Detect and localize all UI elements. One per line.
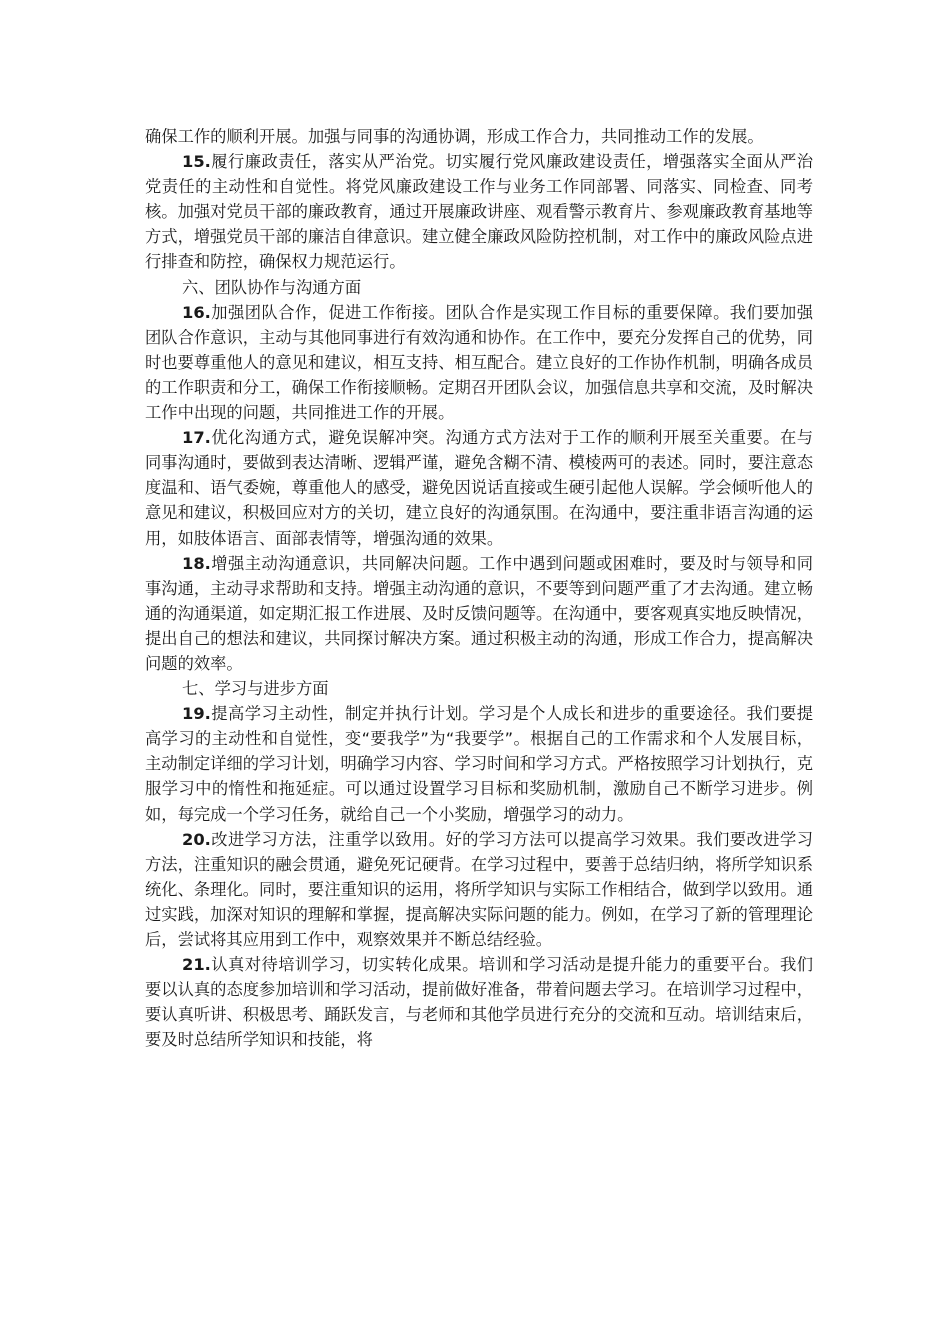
paragraph-item-21 [145,952,813,1052]
paragraph-text: 认真对待培训学习，切实转化成果。培训和学习活动是提升能力的重要平台。我们要以认真的态度参加培训和学习活动，提前做好准备，带着问题去学习。在培训学习过程中，要认真听讲、积极思考、踊跃发言，与老师和其他学员进行充分的交流和互动。培训结束后，要及时总结所学知识和技能，将 [145,955,813,1050]
paragraph-item-16 [145,300,813,425]
section-heading-learning [145,676,813,701]
paragraph-item-18 [145,551,813,676]
heading-text: 六、团队协作与沟通方面 [182,277,362,297]
heading-text: 七、学习与进步方面 [182,679,329,699]
paragraph-text: 加强团队合作，促进工作衔接。团队合作是实现工作目标的重要保障。我们要加强团队合作意识，主动与其他同事进行有效沟通和协作。在工作中，要充分发挥自己的优势，同时也要尊重他人的意见和建议，相互支持、相互配合。建立良好的工作协作机制，明确各成员的工作职责和分工，确保工作衔接顺畅。定期召开团队会议，加强信息共享和交流，及时解决工作中出现的问题，共同推进工作的开展。 [145,302,813,423]
item-number: 21. [182,955,211,975]
paragraph-text: 改进学习方法，注重学以致用。好的学习方法可以提高学习效果。我们要改进学习方法，注重知识的融会贯通，避免死记硬背。在学习过程中，要善于总结归纳，将所学知识系统化、条理化。同时，要注重知识的运用，将所学知识与实际工作相结合，做到学以致用。通过实践，加深对知识的理解和掌握，提高解决实际问题的能力。例如，在学习了新的管理理论后，尝试将其应用到工作中，观察效果并不断总结经验。 [145,829,813,949]
item-number: 15. [182,152,211,172]
paragraph-text: 优化沟通方式，避免误解冲突。沟通方式方法对于工作的顺利开展至关重要。在与同事沟通时，要做到表达清晰、逻辑严谨，避免含糊不清、模棱两可的表述。同时，要注意态度温和、语气委婉，尊重他人的感受，避免因说话直接或生硬引起他人误解。学会倾听他人的意见和建议，积极回应对方的关切，建立良好的沟通氛围。在沟通中，要注重非语言沟通的运用，如肢体语言、面部表情等，增强沟通的效果。 [145,428,813,548]
item-number: 18. [182,553,211,573]
item-number: 19. [182,704,211,724]
item-number: 20. [182,829,211,849]
paragraph-text: 提高学习主动性，制定并执行计划。学习是个人成长和进步的重要途径。我们要提高学习的主动性和自觉性，变“要我学”为“我要学”。根据自己的工作需求和个人发展目标，主动制定详细的学习计划，明确学习内容、学习时间和学习方式。严格按照学习计划执行，克服学习中的惰性和拖延症。可以通过设置学习目标和奖励机制，激励自己不断学习进步。例如，每完成一个学习任务，就给自己一个小奖励，增强学习的动力。 [145,704,813,824]
section-heading-teamwork [145,275,813,300]
paragraph-item-19 [145,701,813,826]
paragraph-continuation [145,124,813,149]
paragraph-item-20 [145,827,813,952]
paragraph-item-15 [145,149,813,274]
item-number: 16. [182,302,211,322]
paragraph-text: 增强主动沟通意识，共同解决问题。工作中遇到问题或困难时，要及时与领导和同事沟通，主动寻求帮助和支持。增强主动沟通的意识，不要等到问题严重了才去沟通。建立畅通的沟通渠道，如定期汇报工作进展、及时反馈问题等。在沟通中，要客观真实地反映情况，提出自己的想法和建议，共同探讨解决方案。通过积极主动的沟通，形成工作合力，提高解决问题的效率。 [145,553,813,673]
item-number: 17. [182,428,211,448]
document-page [145,124,813,1052]
paragraph-text: 履行廉政责任，落实从严治党。切实履行党风廉政建设责任，增强落实全面从严治党责任的主动性和自觉性。将党风廉政建设工作与业务工作同部署、同落实、同检查、同考核。加强对党员干部的廉政教育，通过开展廉政讲座、观看警示教育片、参观廉政教育基地等方式，增强党员干部的廉洁自律意识。建立健全廉政风险防控机制，对工作中的廉政风险点进行排查和防控，确保权力规范运行。 [145,152,813,272]
paragraph-item-17 [145,425,813,550]
paragraph-text: 确保工作的顺利开展。加强与同事的沟通协调，形成工作合力，共同推动工作的发展。 [145,127,764,146]
